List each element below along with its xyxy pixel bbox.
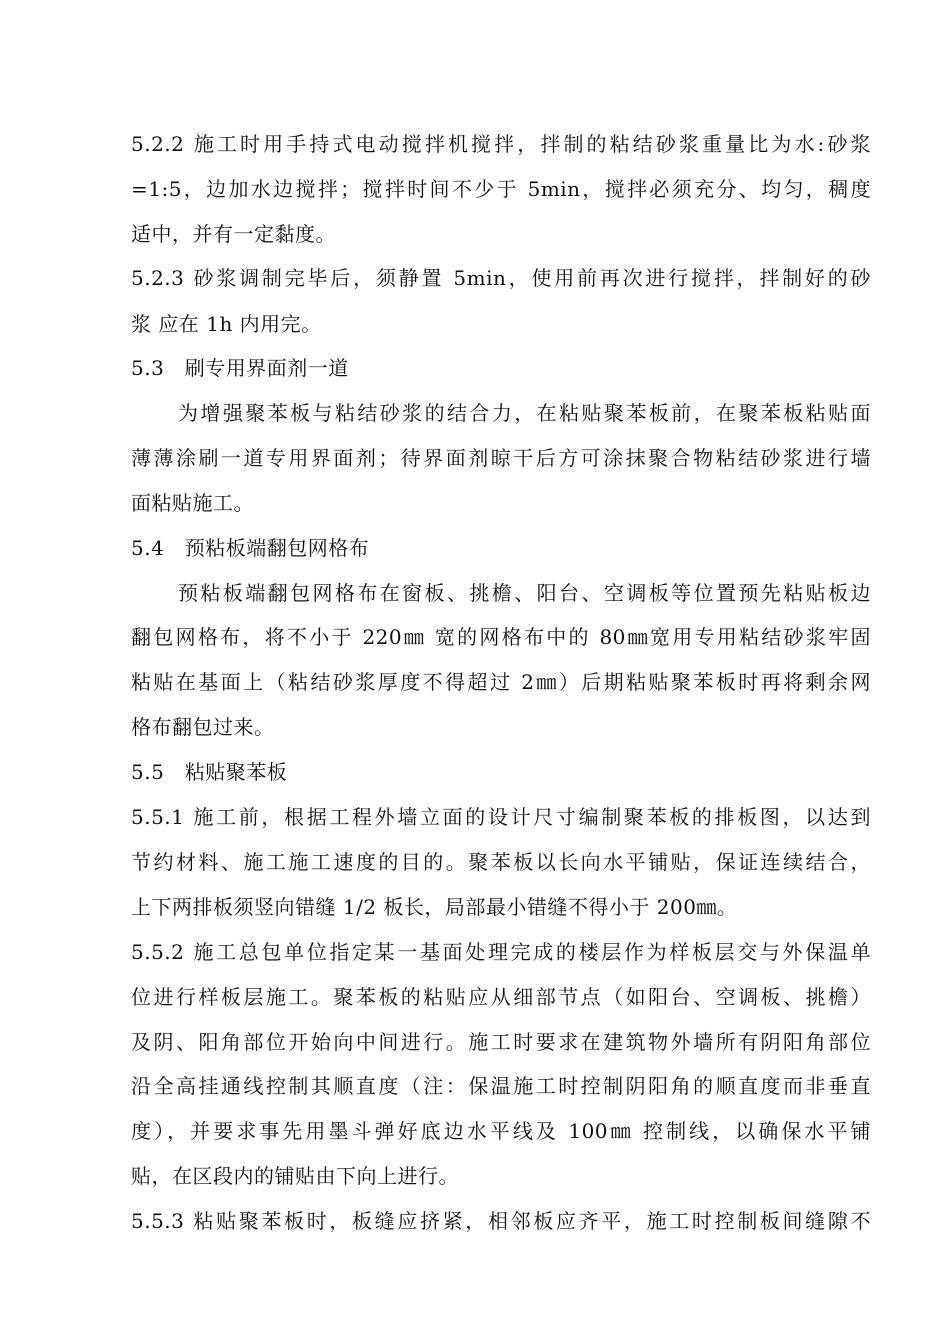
text-line: 格布翻包过来。 (131, 715, 275, 739)
text-line: 浆 应在 1h 内用完。 (131, 312, 322, 336)
text-line: 粘贴在基面上（粘结砂浆厚度不得超过 2㎜）后期粘贴聚苯板时再将剩余网 (131, 670, 871, 694)
text-line: 度），并要求事先用墨斗弹好底边水平线及 100㎜ 控制线，以确保水平铺 (131, 1119, 871, 1143)
text-line: 为增强聚苯板与粘结砂浆的结合力，在粘贴聚苯板前，在聚苯板粘贴面 (178, 401, 871, 425)
text-line: 薄薄涂刷一道专用界面剂；待界面剂晾干后方可涂抹聚合物粘结砂浆进行墙 (131, 446, 871, 470)
text-line: 贴，在区段内的铺贴由下向上进行。 (131, 1164, 459, 1188)
text-line: 位进行样板层施工。聚苯板的粘贴应从细部节点（如阳台、空调板、挑檐） (131, 985, 871, 1009)
text-line: =1:5，边加水边搅拌；搅拌时间不少于 5min，搅拌必须充分、均匀，稠度 (131, 177, 871, 201)
text-line: 5.2.3 砂浆调制完毕后，须静置 5min，使用前再次进行搅拌，拌制好的砂 (131, 266, 871, 290)
text-line: 及阴、阳角部位开始向中间进行。施工时要求在建筑物外墙所有阴阳角部位 (131, 1030, 871, 1054)
text-line: 节约材料、施工施工速度的目的。聚苯板以长向水平铺贴，保证连续结合， (131, 850, 871, 874)
text-line: 上下两排板须竖向错缝 1/2 板长，局部最小错缝不得小于 200㎜。 (131, 895, 738, 919)
text-line: 面粘贴施工。 (131, 491, 254, 515)
text-line: 适中，并有一定黏度。 (131, 222, 336, 246)
text-line: 预粘板端翻包网格布在窗板、挑檐、阳台、空调板等位置预先粘贴板边 (178, 581, 871, 605)
text-line: 翻包网格布，将不小于 220㎜ 宽的网格布中的 80㎜宽用专用粘结砂浆牢固 (131, 625, 871, 649)
text-line: 5.5.2 施工总包单位指定某一基面处理完成的楼层作为样板层交与外保温单 (131, 940, 871, 964)
text-line: 5.2.2 施工时用手持式电动搅拌机搅拌，拌制的粘结砂浆重量比为水:砂浆 (131, 132, 871, 156)
text-line: 5.5.1 施工前，根据工程外墙立面的设计尺寸编制聚苯板的排板图，以达到 (131, 805, 871, 829)
text-line: 沿全高挂通线控制其顺直度（注：保温施工时控制阴阳角的顺直度而非垂直 (131, 1074, 871, 1098)
section-heading: 5.4 预粘板端翻包网格布 (131, 536, 370, 560)
section-heading: 5.3 刷专用界面剂一道 (131, 356, 349, 380)
text-line: 5.5.3 粘贴聚苯板时，板缝应挤紧，相邻板应齐平，施工时控制板间缝隙不 (131, 1209, 871, 1233)
section-heading: 5.5 粘贴聚苯板 (131, 760, 288, 784)
